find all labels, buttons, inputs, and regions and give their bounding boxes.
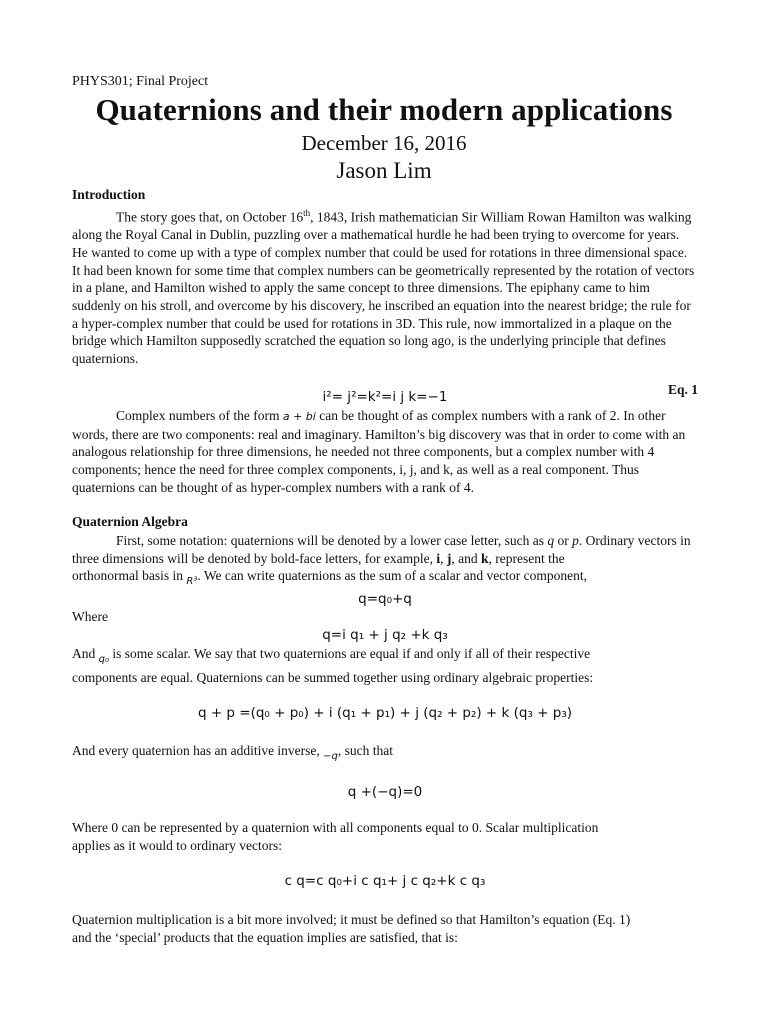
intro-heading: Introduction: [72, 187, 146, 202]
equation-scalar-multiplication: c q=c q₀+i c q₁+ j c q₂+k c q₃: [284, 873, 486, 889]
equation-inverse: q +(−q)=0: [347, 784, 423, 800]
paper-title: Quaternions and their modern applications: [95, 92, 673, 127]
where-label: Where: [72, 609, 108, 624]
algebra-line-basis: orthonormal basis in $_{R^3}$. We can write quaternions as the sum of a scalar and vector component,: [72, 568, 587, 587]
algebra-line-scalar: And $_{q_0}$ is some scalar. We say that two quaternions are equal if and only if all of their respective: [72, 646, 591, 665]
equation-addition: q + p =(q₀ + p₀) + i (q₁ + p₁) + j (q₂ + p₂) + k (q₃ + p₃): [197, 705, 573, 721]
algebra-heading: Quaternion Algebra: [72, 514, 188, 529]
course-label: PHYS301; Final Project: [72, 74, 209, 89]
algebra-line-inverse: And every quaternion has an additive inverse, $_{-q}$, such that: [72, 743, 394, 762]
equation-1: i²= j²=k²=i j k=−1: [322, 389, 448, 405]
equation-1-label: Eq. 1: [667, 382, 698, 397]
algebra-line-zero: Where 0 can be represented by a quaternion with all components equal to 0. Scalar multiplication: [72, 820, 599, 835]
intro-paragraph-2: Complex numbers of the form a + bi can be thought of as complex numbers with a rank of 2. In other words, there are two components: real and imaginary. Hamilton’s big discovery was that in order to come with an analogous relationship for three dimensions, he needed not three components, but a complex number with 4 components; hence the need for three complex components, i, j, and k, as well as a real component. Thus quaternions can be thought of as hyper-complex numbers with a rank of 4.: [72, 408, 686, 495]
algebra-line-components: components are equal. Quaternions can be summed together using ordinary algebraic properties:: [72, 670, 594, 685]
paper-date: December 16, 2016: [301, 131, 467, 155]
algebra-paragraph-1: First, some notation: quaternions will be denoted by a lower case letter, such as q or p. Ordinary vectors in three dimensions will be denoted by bold-face letters, for example, i, j, and k, represent the: [72, 533, 691, 566]
algebra-line-multiplication: Quaternion multiplication is a bit more involved; it must be defined so that Hamilton’s equation (Eq. 1): [72, 912, 631, 927]
paper-author: Jason Lim: [336, 158, 432, 183]
intro-paragraph-1: The story goes that, on October 16th, 1843, Irish mathematician Sir William Rowan Hamilton was walking along the Royal Canal in Dublin, puzzling over a mathematical hurdle he had been trying to overcome for years. He wanted to come up with a type of complex number that could be used for rotations in three dimensional space. It had been known for some time that complex numbers can be geometrically represented by the rotation of vectors in a plane, and Hamilton wished to apply the same concept to three dimensions. The epiphany came to him suddenly on his stroll, and overcome by his discovery, he inscribed an equation into the nearest bridge; the rule for a hyper-complex number that could be used for rotations in 3D. This rule, now immortalized in a plaque on the bridge which Hamilton supposedly scratched the equation so long ago, is the underlying principle that defines quaternions.: [72, 208, 695, 367]
equation-quaternion-sum: q=q₀+q: [358, 591, 412, 607]
algebra-line-products: and the ‘special’ products that the equation implies are satisfied, that is:: [72, 930, 458, 945]
equation-vector-part: q=i q₁ + j q₂ +k q₃: [322, 627, 448, 643]
algebra-line-scalar-mult: applies as it would to ordinary vectors:: [72, 838, 282, 853]
